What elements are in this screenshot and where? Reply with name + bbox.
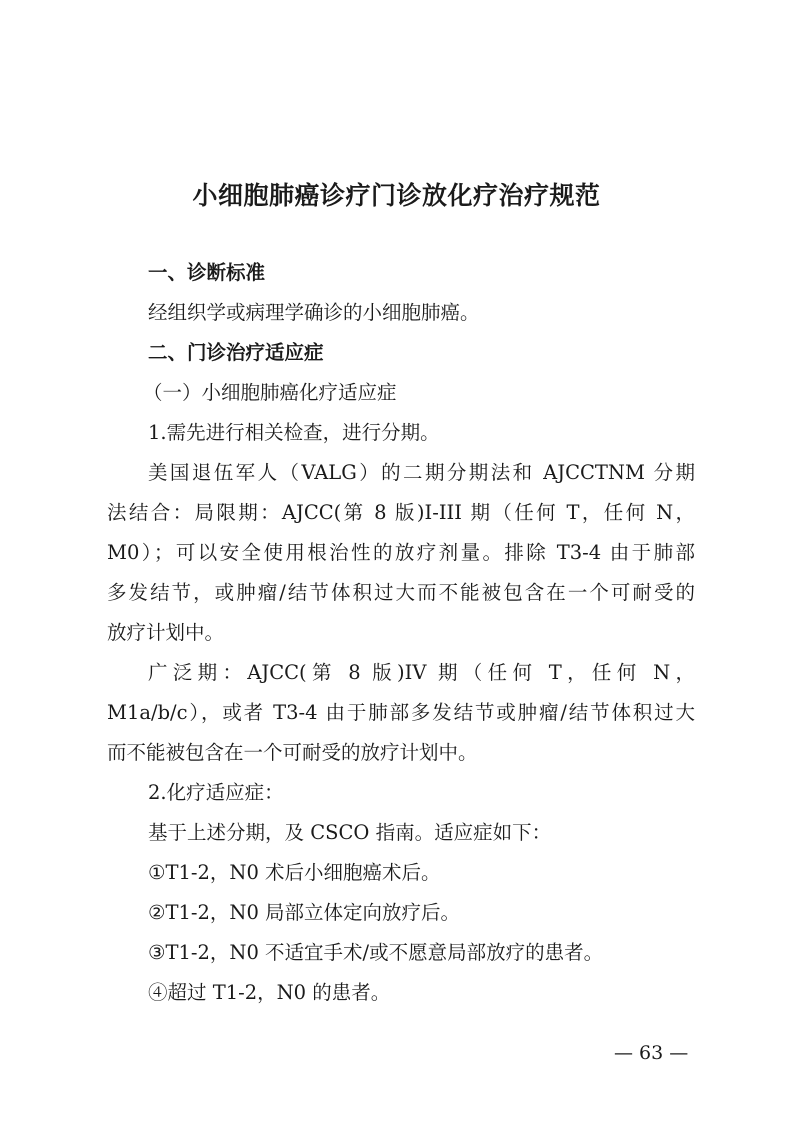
list-item-4: ④超过 T1-2，N0 的患者。 bbox=[148, 981, 391, 1004]
paragraph-csco-guideline: 基于上述分期，及 CSCO 指南。适应症如下： bbox=[148, 821, 552, 844]
heading-outpatient-indications: 二、门诊治疗适应症 bbox=[148, 341, 324, 364]
paragraph-staging-line-1: 美国退伍军人（VALG）的二期分期法和 AJCCTNM 分期 bbox=[148, 461, 695, 484]
item-staging-check: 1.需先进行相关检查，进行分期。 bbox=[148, 421, 440, 444]
paragraph-extensive-line-3: 而不能被包含在一个可耐受的放疗计划中。 bbox=[107, 741, 478, 764]
paragraph-staging-line-4: 多发结节，或肿瘤/结节体积过大而不能被包含在一个可耐受的 bbox=[107, 581, 695, 604]
item-chemo-indications: 2.化疗适应症： bbox=[148, 781, 284, 804]
subheading-chemo-indications: （一）小细胞肺癌化疗适应症 bbox=[143, 381, 397, 404]
paragraph-extensive-line-1: 广泛期：AJCC(第 8 版)IV 期（任何 T，任何 N， bbox=[148, 661, 695, 684]
paragraph-diagnosis: 经组织学或病理学确诊的小细胞肺癌。 bbox=[148, 301, 480, 324]
page-number: — 63 — bbox=[614, 1042, 689, 1064]
paragraph-staging-line-3: M0）；可以安全使用根治性的放疗剂量。排除 T3-4 由于肺部 bbox=[107, 541, 695, 564]
heading-diagnosis-criteria: 一、诊断标准 bbox=[148, 261, 266, 284]
list-item-2: ②T1-2，N0 局部立体定向放疗后。 bbox=[148, 901, 461, 924]
paragraph-staging-line-5: 放疗计划中。 bbox=[107, 621, 225, 644]
paragraph-staging-line-2: 法结合：局限期：AJCC(第 8 版)I-III 期（任何 T，任何 N， bbox=[107, 501, 695, 524]
paragraph-extensive-line-2: M1a/b/c），或者 T3-4 由于肺部多发结节或肿瘤/结节体积过大 bbox=[107, 701, 695, 724]
document-title: 小细胞肺癌诊疗门诊放化疗治疗规范 bbox=[192, 181, 601, 210]
list-item-1: ①T1-2，N0 术后小细胞癌术后。 bbox=[148, 861, 441, 884]
list-item-3: ③T1-2，N0 不适宜手术/或不愿意局部放疗的患者。 bbox=[148, 941, 604, 964]
